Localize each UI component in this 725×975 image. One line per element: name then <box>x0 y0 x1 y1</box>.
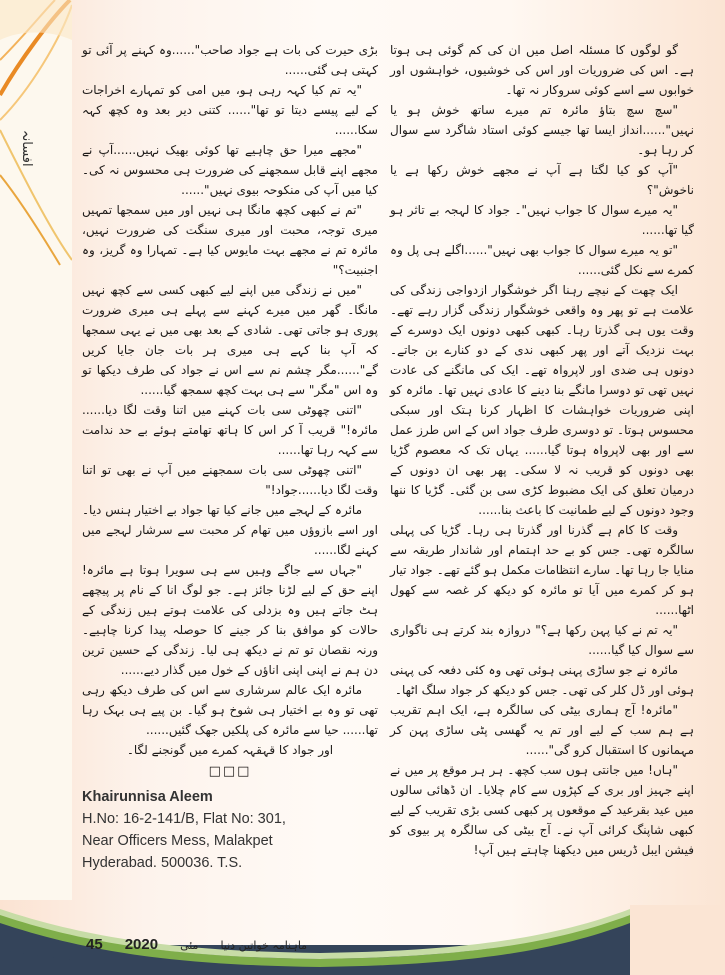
paragraph: "تم نے کبھی کچھ مانگا ہی نہیں اور میں سمجھا تمہیں میری توجہ، محبت اور میری سنگت کی ضرورت نہیں، مائرہ تم نے مجھے بہت مایوس کیا ہے۔ تمہارا وہ گریز، وہ اجنبیت؟" <box>82 203 378 277</box>
paragraph: مائرہ نے جو ساڑی پہنی ہوئی تھی وہ کئی دفعہ کی پہنی ہوئی اور ڈل کلر کی تھی۔ جس کو دیکھ کر جواد سلگ اٹھا۔ <box>390 663 694 697</box>
paragraph: "یہ تم نے کیا پہن رکھا ہے؟" دروازہ بند کرتے ہی ناگواری سے سوال کیا گیا...... <box>390 623 694 657</box>
footer-info <box>86 936 307 953</box>
page-number: 45 <box>86 936 103 953</box>
author-address-line: Hyderabad. 500036. T.S. <box>82 855 243 871</box>
swirl-ornament-icon <box>0 0 72 900</box>
decorative-side-strip <box>0 0 72 900</box>
paragraph: "تو یہ میرے سوال کا جواب بھی نہیں"......اگلے ہی پل وہ کمرے سے نکل گئی...... <box>390 243 694 277</box>
issue-year: 2020 <box>124 936 159 953</box>
paragraph: "مائرہ! آج ہماری بیٹی کی سالگرہ ہے، ایک اہم تقریب ہے ہم سب کے لیے اور تم یہ گھسی پٹی ساڑی پہن کر مہمانوں کا استقبال کرو گی"...... <box>390 703 694 757</box>
left-text-column <box>82 40 378 874</box>
paragraph: ایک چھت کے نیچے رہنا اگر خوشگوار ازدواجی زندگی کی علامت ہے تو پھر وہ واقعی خوشگوار زندگی گزار رہے تھے۔ وقت یوں ہی گذرتا رہا۔ کبھی کبھی دونوں ایک دوسرے کے بہت نزدیک آتے اور پھر کبھی ندی کے دو کنارے بن جاتے۔ دونوں ہی ضدی اور لاپرواہ تھے۔ ایک کی مانگنے کی عادت نہیں تھی تو دوسرا مانگے بنا دینے کا عادی نہیں تھا۔ مائرہ کو اپنی ضروریات خواہشات کا اظہار کرنا ہتک اور سبکی محسوس ہوتا۔ تو دوسری طرف جواد اس کے اس طرز عمل سے اور بھی لاپرواہ ہوتا گیا...... یہاں تک کہ معصوم گڑیا بھی دونوں کو قریب نہ لا سکی۔ پھر بھی ان دونوں کے درمیان تعلق کی ایک مضبوط کڑی سی بن گئی۔ گڑیا کا ننھا وجود دونوں کے لیے طمانیت کا باعث بنا...... <box>390 283 694 517</box>
paragraph: "مجھے میرا حق چاہیے تھا کوئی بھیک نہیں......آپ نے مجھے اپنے قابل سمجھنے کی ضرورت ہی محسوس نہ کی۔ کیا میں آپ کی منکوحہ بیوی نہیں"...... <box>82 143 378 197</box>
paragraph: مائرہ کے لہجے میں جانے کیا تھا جواد بے اختیار ہنس دیا۔ اور اسے بازوؤں میں تھام کر محبت سے سرشار لہجے میں کہنے لگا...... <box>82 503 378 557</box>
paragraph: "یہ میرے سوال کا جواب نہیں"۔ جواد کا لہجہ بے تاثر ہو گیا تھا...... <box>390 203 694 237</box>
section-label: افسانہ <box>19 130 34 167</box>
paragraph: "میں نے زندگی میں اپنے لیے کبھی کسی سے کچھ نہیں مانگا۔ گھر میں میرے کہنے سے پہلے ہی میری ضرورت پوری ہو جاتی تھی۔ شادی کے بعد بھی میں نے یہی سمجھا کہ آپ بنا کہے ہی میری ہر بات جان جایا کریں گے"......مگر چشم نم سے اس نے جواد کی طرف دیکھا تو وہ اس "مگر" سے ہی بہت کچھ سمجھ گیا...... <box>82 283 378 397</box>
paragraph: اور جواد کا قہقہہ کمرے میں گونجنے لگا۔ <box>126 743 334 757</box>
end-of-story-mark: □□□ <box>208 764 252 779</box>
issue-month: مئی <box>180 939 199 952</box>
paragraph: بڑی حیرت کی بات ہے جواد صاحب"......وہ کہنے پر آئی تو کہتی ہی گئی...... <box>82 43 378 77</box>
author-address-line: H.No: 16-2-141/B, Flat No: 301, <box>82 811 286 827</box>
paragraph: "جہاں سے جاگے وہیں سے ہی سویرا ہوتا ہے مائرہ! اپنے حق کے لیے لڑنا جائز ہے۔ جو لوگ انا کے نام پر پیچھے ہٹ جاتے ہیں وہ بزدلی کی علامت ہوتے ہیں زندگی کے حالات کو موافق بنا کر جینے کا حوصلہ پیدا کرنا چاہیے۔ ورنہ نقصان تو تم نے دیکھ ہی لیا۔ زندگی کے حسین ترین دن ہم نے اپنی اپنی اناؤں کے خول میں گذار دیے...... <box>82 563 378 677</box>
author-name: Khairunnisa Aleem <box>82 789 213 805</box>
paragraph: "آپ کو کیا لگتا ہے آپ نے مجھے خوش رکھا ہے یا ناخوش"؟ <box>390 163 694 197</box>
magazine-name: ماہنامہ خواتین دنیا <box>220 939 308 952</box>
paragraph: "اتنی چھوٹی سی بات سمجھنے میں آپ نے بھی تو اتنا وقت لگا دیا......جواد!" <box>82 463 378 497</box>
paragraph: "ہاں! میں جانتی ہوں سب کچھ۔ ہر ہر موقع پر میں نے اپنے جہیز اور بری کے کپڑوں سے کام چلایا۔ ان ڈھائی سالوں میں عید بقرعید کے موقعوں پر کبھی کسی بڑی تقریب کے لیے کبھی شاپنگ کرائی آپ نے۔ آج بیٹی کی سالگرہ پر بیوی کو فیشن ایبل ڈریس میں دیکھنا چاہتے ہیں آپ! <box>390 763 694 857</box>
paragraph: "یہ تم کیا کہہ رہی ہو، میں امی کو تمہارے اخراجات کے لیے پیسے دیتا تو تھا"...... کتنی دیر بعد وہ کچھ کہہ سکا...... <box>82 83 378 137</box>
author-block <box>82 786 378 874</box>
paragraph: مائرہ ایک عالم سرشاری سے اس کی طرف دیکھ رہی تھی تو وہ بے اختیار ہی شوخ ہو گیا۔ بن پیے ہی بہک رہا تھا...... حیا سے مائرہ کی پلکیں جھک گئیں...... <box>82 683 378 737</box>
right-text-column <box>390 40 694 860</box>
paragraph: "اتنی چھوٹی سی بات کہنے میں اتنا وقت لگا دیا...... مائرہ!" قریب آ کر اس کا ہاتھ تھامتے ہوئے بے حد ندامت سے کہہ رہا تھا...... <box>82 403 378 457</box>
author-address-line: Near Officers Mess, Malakpet <box>82 833 273 849</box>
paragraph: "سچ سچ بتاؤ مائرہ تم میرے ساتھ خوش ہو یا نہیں"......انداز ایسا تھا جیسے کوئی استاد شاگرد سے سوال کر رہا ہو۔ <box>390 103 694 157</box>
paragraph: گو لوگوں کا مسئلہ اصل میں ان کی کم گوئی ہی ہوتا ہے۔ اس کی ضروریات اور اس کی خوشیوں، خواہشوں اور خوابوں سے اسے کوئی سروکار نہ تھا۔ <box>390 43 694 97</box>
paragraph: وقت کا کام ہے گذرنا اور گذرتا ہی رہا۔ گڑیا کی پہلی سالگرہ تھی۔ جس کو بے حد اہتمام اور شاندار طریقہ سے منایا جا رہا تھا۔ سارے انتظامات مکمل ہو گئے تھے۔ جواد تیار ہو کر کمرے میں آیا تو مائرہ کو دیکھ کر غصہ سے کھول اٹھا...... <box>390 523 694 617</box>
